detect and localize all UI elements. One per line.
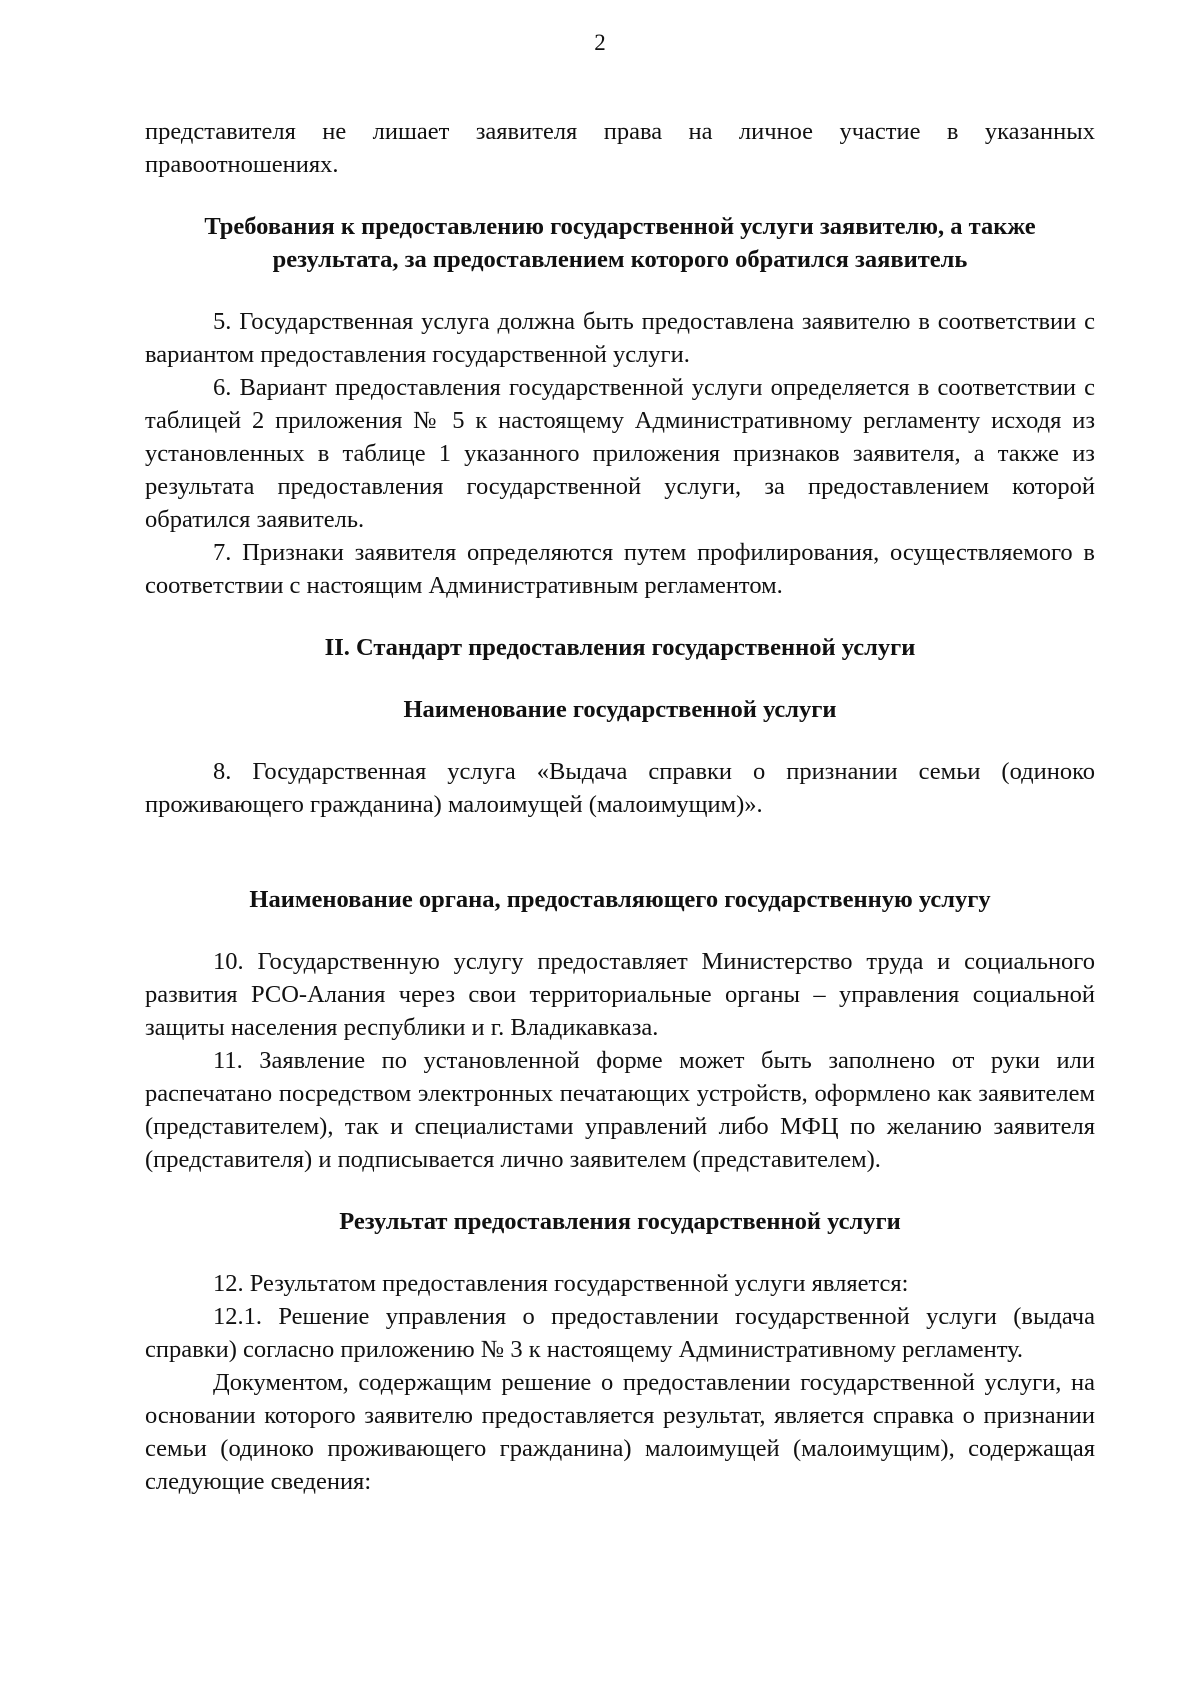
paragraph-5: 5. Государственная услуга должна быть предоставлена заявителю в соответствии с вариантом предоставления государственной услуги. — [145, 308, 1095, 368]
document-body — [145, 115, 1095, 1498]
paragraph-12: 12. Результатом предоставления государственной услуги является: — [213, 1270, 909, 1297]
heading-requirements: Требования к предоставлению государственной услуги заявителю, а также результата, за предоставлением которого обратился заявитель — [204, 213, 1036, 273]
heading-section-2: II. Стандарт предоставления государственной услуги — [324, 634, 916, 661]
paragraph-12-1: 12.1. Решение управления о предоставлении государственной услуги (выдача справки) согласно приложению № 3 к настоящему Административному регламенту. — [145, 1303, 1095, 1363]
paragraph-7: 7. Признаки заявителя определяются путем профилирования, осуществляемого в соответствии с настоящим Административным регламентом. — [145, 539, 1095, 599]
heading-service-name: Наименование государственной услуги — [403, 696, 837, 723]
heading-result: Результат предоставления государственной услуги — [339, 1208, 901, 1235]
heading-authority: Наименование органа, предоставляющего государственную услугу — [249, 886, 991, 913]
paragraph-6: 6. Вариант предоставления государственной услуги определяется в соответствии с таблицей 2 приложения № 5 к настоящему Административному регламенту исходя из установленных в таблице 1 указанного приложения признаков заявителя, а также из результата предоставления государственной услуги, за предоставлением которой обратился заявитель. — [145, 374, 1095, 533]
paragraph-document: Документом, содержащим решение о предоставлении государственной услуги, на основании которого заявителю предоставляется результат, является справка о признании семьи (одиноко проживающего гражданина) малоимущей (малоимущим), содержащая следующие сведения: — [145, 1369, 1095, 1495]
paragraph-8: 8. Государственная услуга «Выдача справки о признании семьи (одиноко проживающего гражданина) малоимущей (малоимущим)». — [145, 758, 1095, 818]
paragraph-11: 11. Заявление по установленной форме может быть заполнено от руки или распечатано посредством электронных печатающих устройств, оформлено как заявителем (представителем), так и специалистами управлений либо МФЦ по желанию заявителя (представителя) и подписывается лично заявителем (представителем). — [145, 1047, 1095, 1173]
paragraph-continuation: представителя не лишает заявителя права на личное участие в указанных правоотношениях. — [145, 118, 1095, 178]
page-number: 2 — [594, 30, 606, 55]
paragraph-10: 10. Государственную услугу предоставляет Министерство труда и социального развития РСО-Алания через свои территориальные органы – управления социальной защиты населения республики и г. Владикавказа. — [145, 948, 1095, 1041]
